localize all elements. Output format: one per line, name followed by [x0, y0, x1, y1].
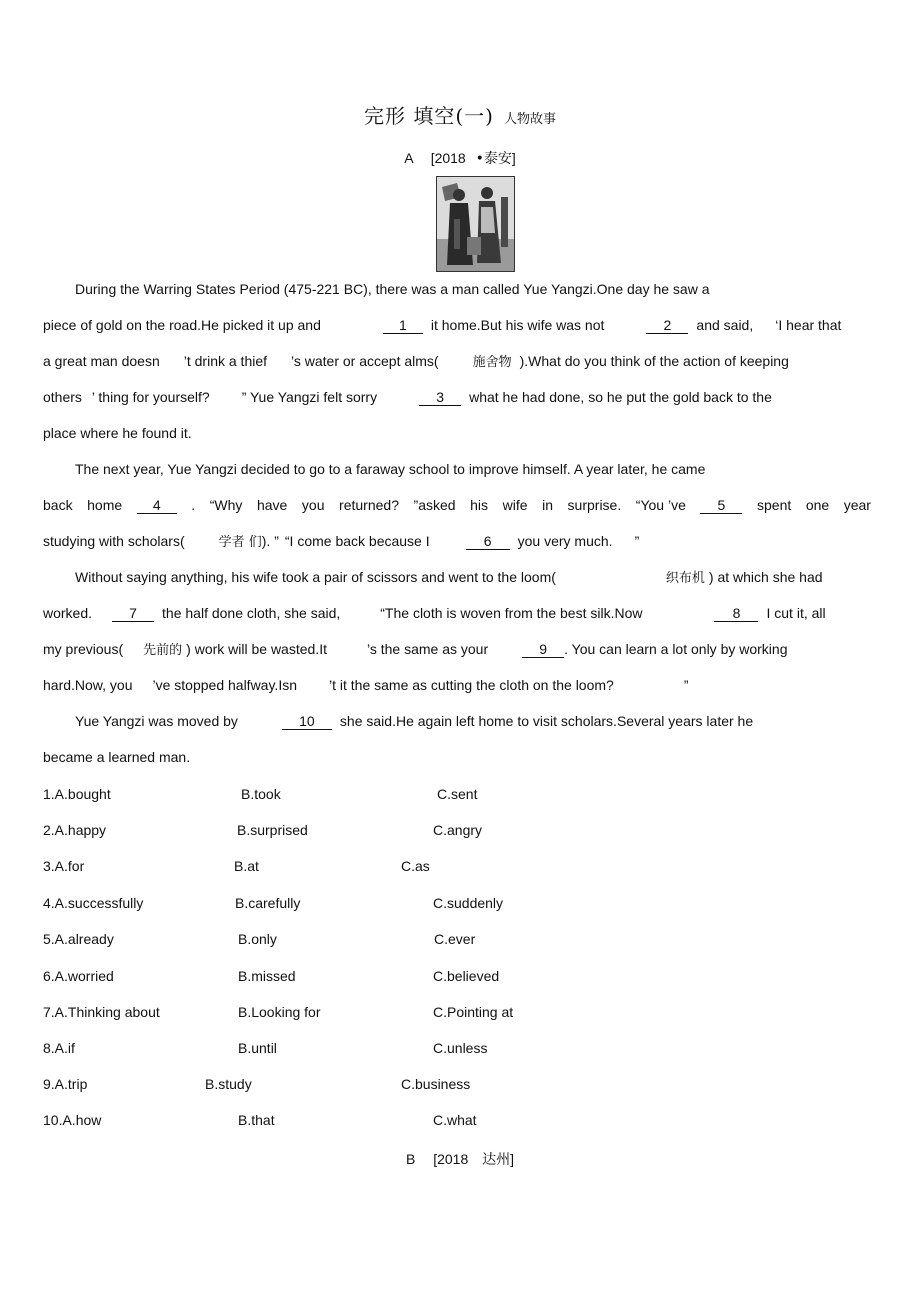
passage-text: ” — [683, 677, 689, 693]
passage-word: you — [301, 497, 325, 513]
passage-text: studying with scholars( — [43, 533, 185, 549]
chinese-gloss: 学者 们 — [218, 535, 262, 550]
option-c[interactable]: C.angry — [433, 822, 483, 838]
page-title — [0, 100, 920, 129]
blank-1[interactable]: 1 — [383, 317, 423, 334]
passage-word: ”asked — [413, 497, 456, 513]
section-b-close: ] — [510, 1151, 515, 1167]
option-c[interactable]: C.believed — [433, 968, 500, 984]
passage-word: one — [805, 497, 830, 513]
section-a-letter: A — [404, 150, 413, 166]
option-a[interactable]: 6.A.worried — [43, 968, 114, 984]
passage-line-9 — [75, 568, 871, 588]
option-c[interactable]: C.what — [433, 1112, 477, 1128]
passage-text: ’t it the same as cutting the cloth on the loom? — [329, 677, 614, 693]
passage-word: back — [43, 497, 73, 513]
option-b[interactable]: B.only — [238, 931, 277, 947]
option-c[interactable]: C.unless — [433, 1040, 488, 1056]
option-row-3 — [43, 858, 871, 876]
passage-text: others — [43, 389, 82, 405]
passage-text: ‘I hear that — [775, 317, 842, 333]
option-b[interactable]: B.study — [205, 1076, 252, 1092]
option-a[interactable]: 4.A.successfully — [43, 895, 144, 911]
passage-text: ’s water or accept alms( — [291, 353, 439, 369]
passage-line-7 — [43, 496, 871, 514]
section-b-year: [2018 — [433, 1151, 469, 1167]
chinese-gloss: 织布机 — [665, 571, 705, 586]
option-c[interactable]: C.sent — [437, 786, 478, 802]
option-row-4 — [43, 895, 871, 913]
option-row-1 — [43, 786, 871, 804]
passage-line-4 — [43, 388, 871, 406]
section-a-year: [2018 — [430, 150, 466, 166]
passage-text: “I come back because I — [284, 533, 430, 549]
passage-text: I cut it, all — [766, 605, 826, 621]
option-c[interactable]: C.suddenly — [433, 895, 504, 911]
passage-text: the half done cloth, she said, — [162, 605, 341, 621]
passage-text: piece of gold on the road.He picked it up and — [43, 317, 321, 333]
option-b[interactable]: B.surprised — [237, 822, 308, 838]
chinese-gloss: 先前的 — [143, 643, 183, 658]
option-c[interactable]: C.as — [401, 858, 430, 874]
passage-line-10 — [43, 604, 871, 622]
passage-text: . You can learn a lot only by working — [564, 641, 788, 657]
option-a[interactable]: 10.A.how — [43, 1112, 102, 1128]
section-a-heading — [0, 148, 920, 168]
option-a[interactable]: 3.A.for — [43, 858, 85, 874]
passage-word: “Why — [209, 497, 243, 513]
passage-word: in — [542, 497, 553, 513]
option-a[interactable]: 1.A.bought — [43, 786, 111, 802]
passage-text: and said, — [696, 317, 754, 333]
option-c[interactable]: C.business — [401, 1076, 471, 1092]
option-b[interactable]: B.until — [238, 1040, 277, 1056]
option-row-7 — [43, 1004, 871, 1022]
passage-line-14: became a learned man. — [43, 749, 191, 765]
section-b-heading — [0, 1149, 920, 1169]
option-row-2 — [43, 822, 871, 840]
passage-word: wife — [502, 497, 528, 513]
passage-line-13 — [75, 712, 871, 730]
passage-line-8 — [43, 532, 871, 552]
passage-text: ’ thing for yourself? — [91, 389, 210, 405]
passage-line-6: The next year, Yue Yangzi decided to go to a faraway school to improve himself. A year later, he came — [75, 461, 706, 477]
passage-text: ’ve stopped halfway.Isn — [152, 677, 297, 693]
two-people-illustration — [436, 176, 515, 272]
option-a[interactable]: 2.A.happy — [43, 822, 107, 838]
option-b[interactable]: B.carefully — [235, 895, 301, 911]
title-sub: 人物故事 — [503, 112, 556, 127]
section-a-close: ] — [511, 150, 516, 166]
option-row-6 — [43, 968, 871, 986]
option-a[interactable]: 8.A.if — [43, 1040, 75, 1056]
option-b[interactable]: B.Looking for — [238, 1004, 321, 1020]
passage-text: Yue Yangzi was moved by — [75, 713, 238, 729]
blank-7[interactable]: 7 — [112, 605, 154, 622]
passage-line-11 — [43, 640, 871, 660]
blank-6[interactable]: 6 — [466, 533, 510, 550]
chinese-gloss: 施舍物 — [472, 355, 512, 370]
passage-word: surprise. — [567, 497, 622, 513]
passage-text: Without saying anything, his wife took a pair of scissors and went to the loom( — [75, 569, 556, 585]
blank-9[interactable]: 9 — [522, 641, 564, 658]
blank-3[interactable]: 3 — [419, 389, 461, 406]
passage-line-3 — [43, 352, 871, 372]
blank-8[interactable]: 8 — [714, 605, 758, 622]
two-people-icon — [437, 177, 514, 271]
passage-text: worked. — [43, 605, 93, 621]
passage-text: she said.He again left home to visit scholars.Several years later he — [339, 713, 754, 729]
section-b-letter: B — [405, 1151, 416, 1167]
title-main: 完形 填空(一) — [364, 104, 494, 128]
passage-text: ” — [634, 533, 640, 549]
option-b[interactable]: B.at — [234, 858, 259, 874]
passage-line-2 — [43, 316, 871, 334]
passage-word: have — [256, 497, 288, 513]
blank-10[interactable]: 10 — [282, 713, 332, 730]
passage-text: ). ” — [261, 533, 279, 549]
passage-word: “You ’ve — [635, 497, 686, 513]
passage-word: year — [843, 497, 871, 513]
passage-text: a great man doesn — [43, 353, 160, 369]
passage-word: returned? — [339, 497, 399, 513]
passage-word: home — [87, 497, 123, 513]
option-row-8 — [43, 1040, 871, 1058]
option-b[interactable]: B.missed — [238, 968, 296, 984]
section-b-place: 达州 — [482, 1152, 511, 1168]
option-c[interactable]: C.ever — [434, 931, 476, 947]
passage-text: ’s the same as your — [366, 641, 489, 657]
passage-text: my previous( — [43, 641, 124, 657]
passage-text: “The cloth is woven from the best silk.Now — [380, 605, 643, 621]
passage-line-1: During the Warring States Period (475-221 BC), there was a man called Yue Yangzi.One day he saw a — [75, 281, 710, 297]
option-b[interactable]: B.that — [238, 1112, 275, 1128]
option-c[interactable]: C.Pointing at — [433, 1004, 514, 1020]
option-row-10 — [43, 1112, 871, 1130]
passage-text: ) work will be wasted.It — [186, 641, 327, 657]
passage-text: hard.Now, you — [43, 677, 133, 693]
passage-word: . — [191, 497, 196, 513]
passage-word: spent — [757, 497, 792, 513]
option-row-5 — [43, 931, 871, 949]
passage-text: ” Yue Yangzi felt sorry — [241, 389, 378, 405]
passage-text: ) at which she had — [708, 569, 823, 585]
blank-2[interactable]: 2 — [646, 317, 688, 334]
blank-4[interactable]: 4 — [137, 497, 177, 514]
option-a[interactable]: 5.A.already — [43, 931, 114, 947]
passage-word: his — [470, 497, 489, 513]
option-b[interactable]: B.took — [241, 786, 281, 802]
passage-line-12 — [43, 676, 871, 694]
passage-text: it home.But his wife was not — [430, 317, 605, 333]
passage-text: you very much. — [517, 533, 613, 549]
option-a[interactable]: 9.A.trip — [43, 1076, 88, 1092]
passage-text: what he had done, so he put the gold back to the — [469, 389, 772, 405]
section-a-place: •泰安 — [475, 151, 512, 167]
option-a[interactable]: 7.A.Thinking about — [43, 1004, 160, 1020]
passage-text: ).What do you think of the action of keeping — [519, 353, 789, 369]
option-row-9 — [43, 1076, 871, 1094]
passage-text: ’t drink a thief — [183, 353, 268, 369]
blank-5[interactable]: 5 — [700, 497, 742, 514]
passage-line-5: place where he found it. — [43, 425, 192, 441]
